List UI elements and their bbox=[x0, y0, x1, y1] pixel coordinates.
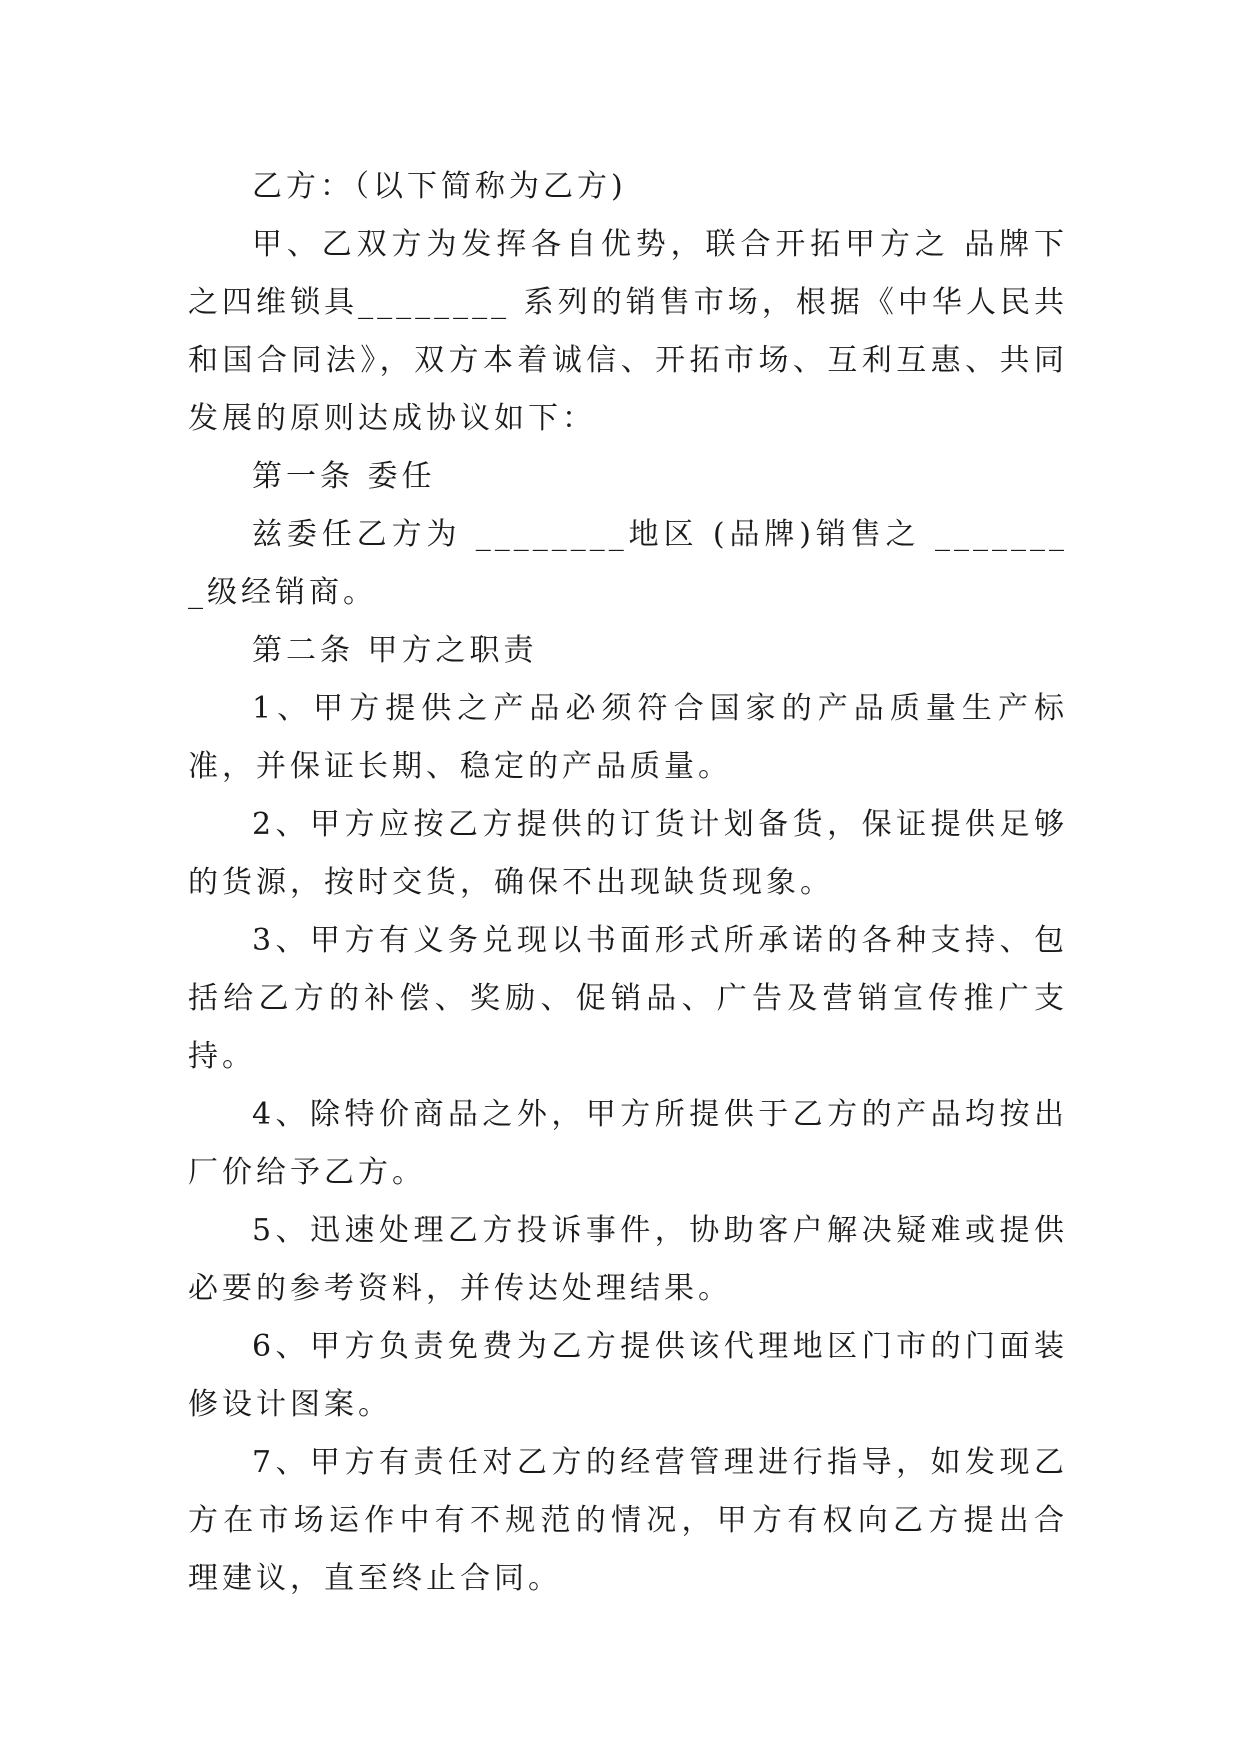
preamble-paragraph: 甲、乙双方为发挥各自优势，联合开拓甲方之 品牌下之四维锁具________ 系列的销售市场，根据《中华人民共和国合同法》，双方本着诚信、开拓市场、互利互惠、共同发展的原则达成协议如下： bbox=[188, 227, 1068, 436]
article-1-text: 兹委任乙方为 ________地区 (品牌)销售之 ________级经销商。 bbox=[188, 517, 1068, 610]
clause-2: 2、甲方应按乙方提供的订货计划备货，保证提供足够的货源，按时交货，确保不出现缺货现象。 bbox=[188, 807, 1068, 900]
clause-4: 4、除特价商品之外，甲方所提供于乙方的产品均按出厂价给予乙方。 bbox=[188, 1097, 1068, 1190]
clause-7: 7、甲方有责任对乙方的经营管理进行指导，如发现乙方在市场运作中有不规范的情况，甲方有权向乙方提出合理建议，直至终止合同。 bbox=[188, 1445, 1068, 1596]
document-body bbox=[188, 158, 1068, 1608]
clause-6: 6、甲方负责免费为乙方提供该代理地区门市的门面装修设计图案。 bbox=[188, 1329, 1068, 1422]
clause-3: 3、甲方有义务兑现以书面形式所承诺的各种支持、包括给乙方的补偿、奖励、促销品、广告及营销宣传推广支持。 bbox=[188, 923, 1068, 1074]
party-b-line: 乙方：（以下简称为乙方) bbox=[252, 169, 627, 204]
article-2-heading: 第二条 甲方之职责 bbox=[252, 633, 538, 668]
article-1-heading: 第一条 委任 bbox=[252, 459, 436, 494]
clause-1: 1、甲方提供之产品必须符合国家的产品质量生产标准，并保证长期、稳定的产品质量。 bbox=[188, 691, 1068, 784]
clause-5: 5、迅速处理乙方投诉事件，协助客户解决疑难或提供必要的参考资料，并传达处理结果。 bbox=[188, 1213, 1068, 1306]
